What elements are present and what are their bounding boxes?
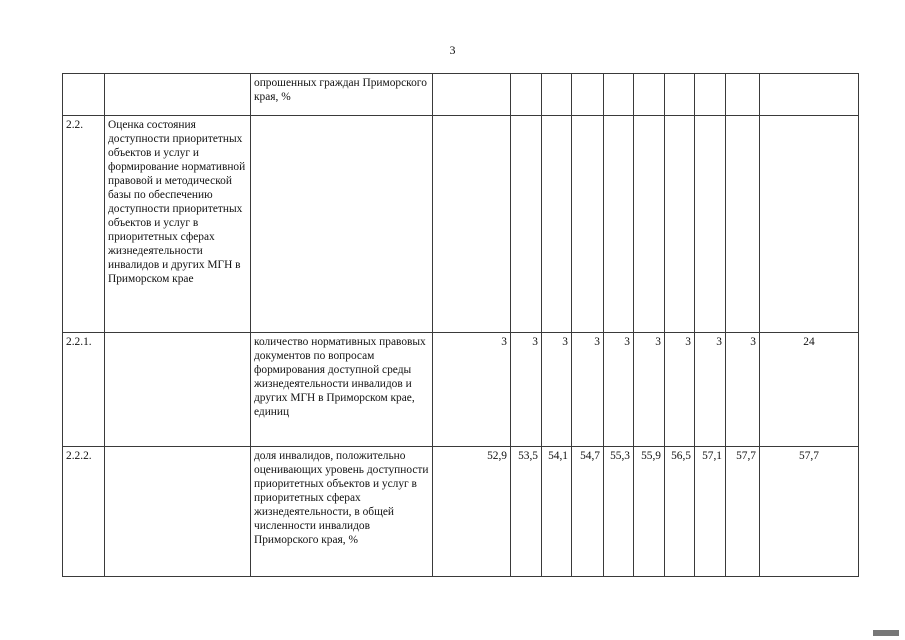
value-cell <box>695 116 726 333</box>
scan-artifact <box>873 630 899 636</box>
value-cell: 3 <box>695 333 726 447</box>
value-cell: 52,9 <box>433 447 511 577</box>
value-cell: 3 <box>604 333 634 447</box>
value-cell <box>542 74 572 116</box>
value-cell: 57,1 <box>695 447 726 577</box>
value-cell <box>726 116 760 333</box>
row-name <box>105 74 251 116</box>
value-cell: 3 <box>665 333 695 447</box>
value-cell: 54,1 <box>542 447 572 577</box>
value-cell <box>726 74 760 116</box>
row-index: 2.2.1. <box>63 333 105 447</box>
row-name <box>105 447 251 577</box>
table-row <box>63 116 859 333</box>
value-cell <box>634 116 665 333</box>
table-row <box>63 333 859 447</box>
row-indicator: количество нормативных правовых документов по вопросам формирования доступной среды жизнедеятельности инвалидов и других МГН в Приморском крае, единиц <box>251 333 433 447</box>
value-cell: 3 <box>634 333 665 447</box>
row-index <box>63 74 105 116</box>
value-cell <box>433 74 511 116</box>
value-cell <box>433 116 511 333</box>
value-cell <box>695 74 726 116</box>
table-row <box>63 447 859 577</box>
row-indicator <box>251 116 433 333</box>
total-cell: 24 <box>760 333 859 447</box>
indicators-table <box>62 73 859 577</box>
page-number: 3 <box>449 43 456 57</box>
value-cell: 57,7 <box>726 447 760 577</box>
value-cell: 3 <box>726 333 760 447</box>
value-cell <box>511 74 542 116</box>
value-cell: 3 <box>572 333 604 447</box>
value-cell: 53,5 <box>511 447 542 577</box>
value-cell <box>542 116 572 333</box>
value-cell <box>634 74 665 116</box>
value-cell <box>572 116 604 333</box>
value-cell: 55,3 <box>604 447 634 577</box>
row-indicator: опрошенных граждан Приморского края, % <box>251 74 433 116</box>
total-cell: 57,7 <box>760 447 859 577</box>
total-cell <box>760 116 859 333</box>
value-cell <box>604 74 634 116</box>
value-cell <box>665 74 695 116</box>
row-name <box>105 333 251 447</box>
value-cell <box>604 116 634 333</box>
value-cell <box>665 116 695 333</box>
row-index: 2.2. <box>63 116 105 333</box>
value-cell <box>511 116 542 333</box>
row-index: 2.2.2. <box>63 447 105 577</box>
value-cell: 54,7 <box>572 447 604 577</box>
value-cell: 3 <box>542 333 572 447</box>
value-cell: 3 <box>511 333 542 447</box>
value-cell: 55,9 <box>634 447 665 577</box>
value-cell: 56,5 <box>665 447 695 577</box>
value-cell <box>572 74 604 116</box>
table-row <box>63 74 859 116</box>
total-cell <box>760 74 859 116</box>
value-cell: 3 <box>433 333 511 447</box>
row-name: Оценка состояния доступности приоритетных объектов и услуг и формирование нормативной правовой и методической базы по обеспечению доступности приоритетных объектов и услуг в приоритетных сферах жизнедеятельности инвалидов и других МГН в Приморском крае <box>105 116 251 333</box>
row-indicator: доля инвалидов, положительно оценивающих уровень доступности приоритетных объектов и услуг в приоритетных сферах жизнедеятельности, в общей численности инвалидов Приморского края, % <box>251 447 433 577</box>
